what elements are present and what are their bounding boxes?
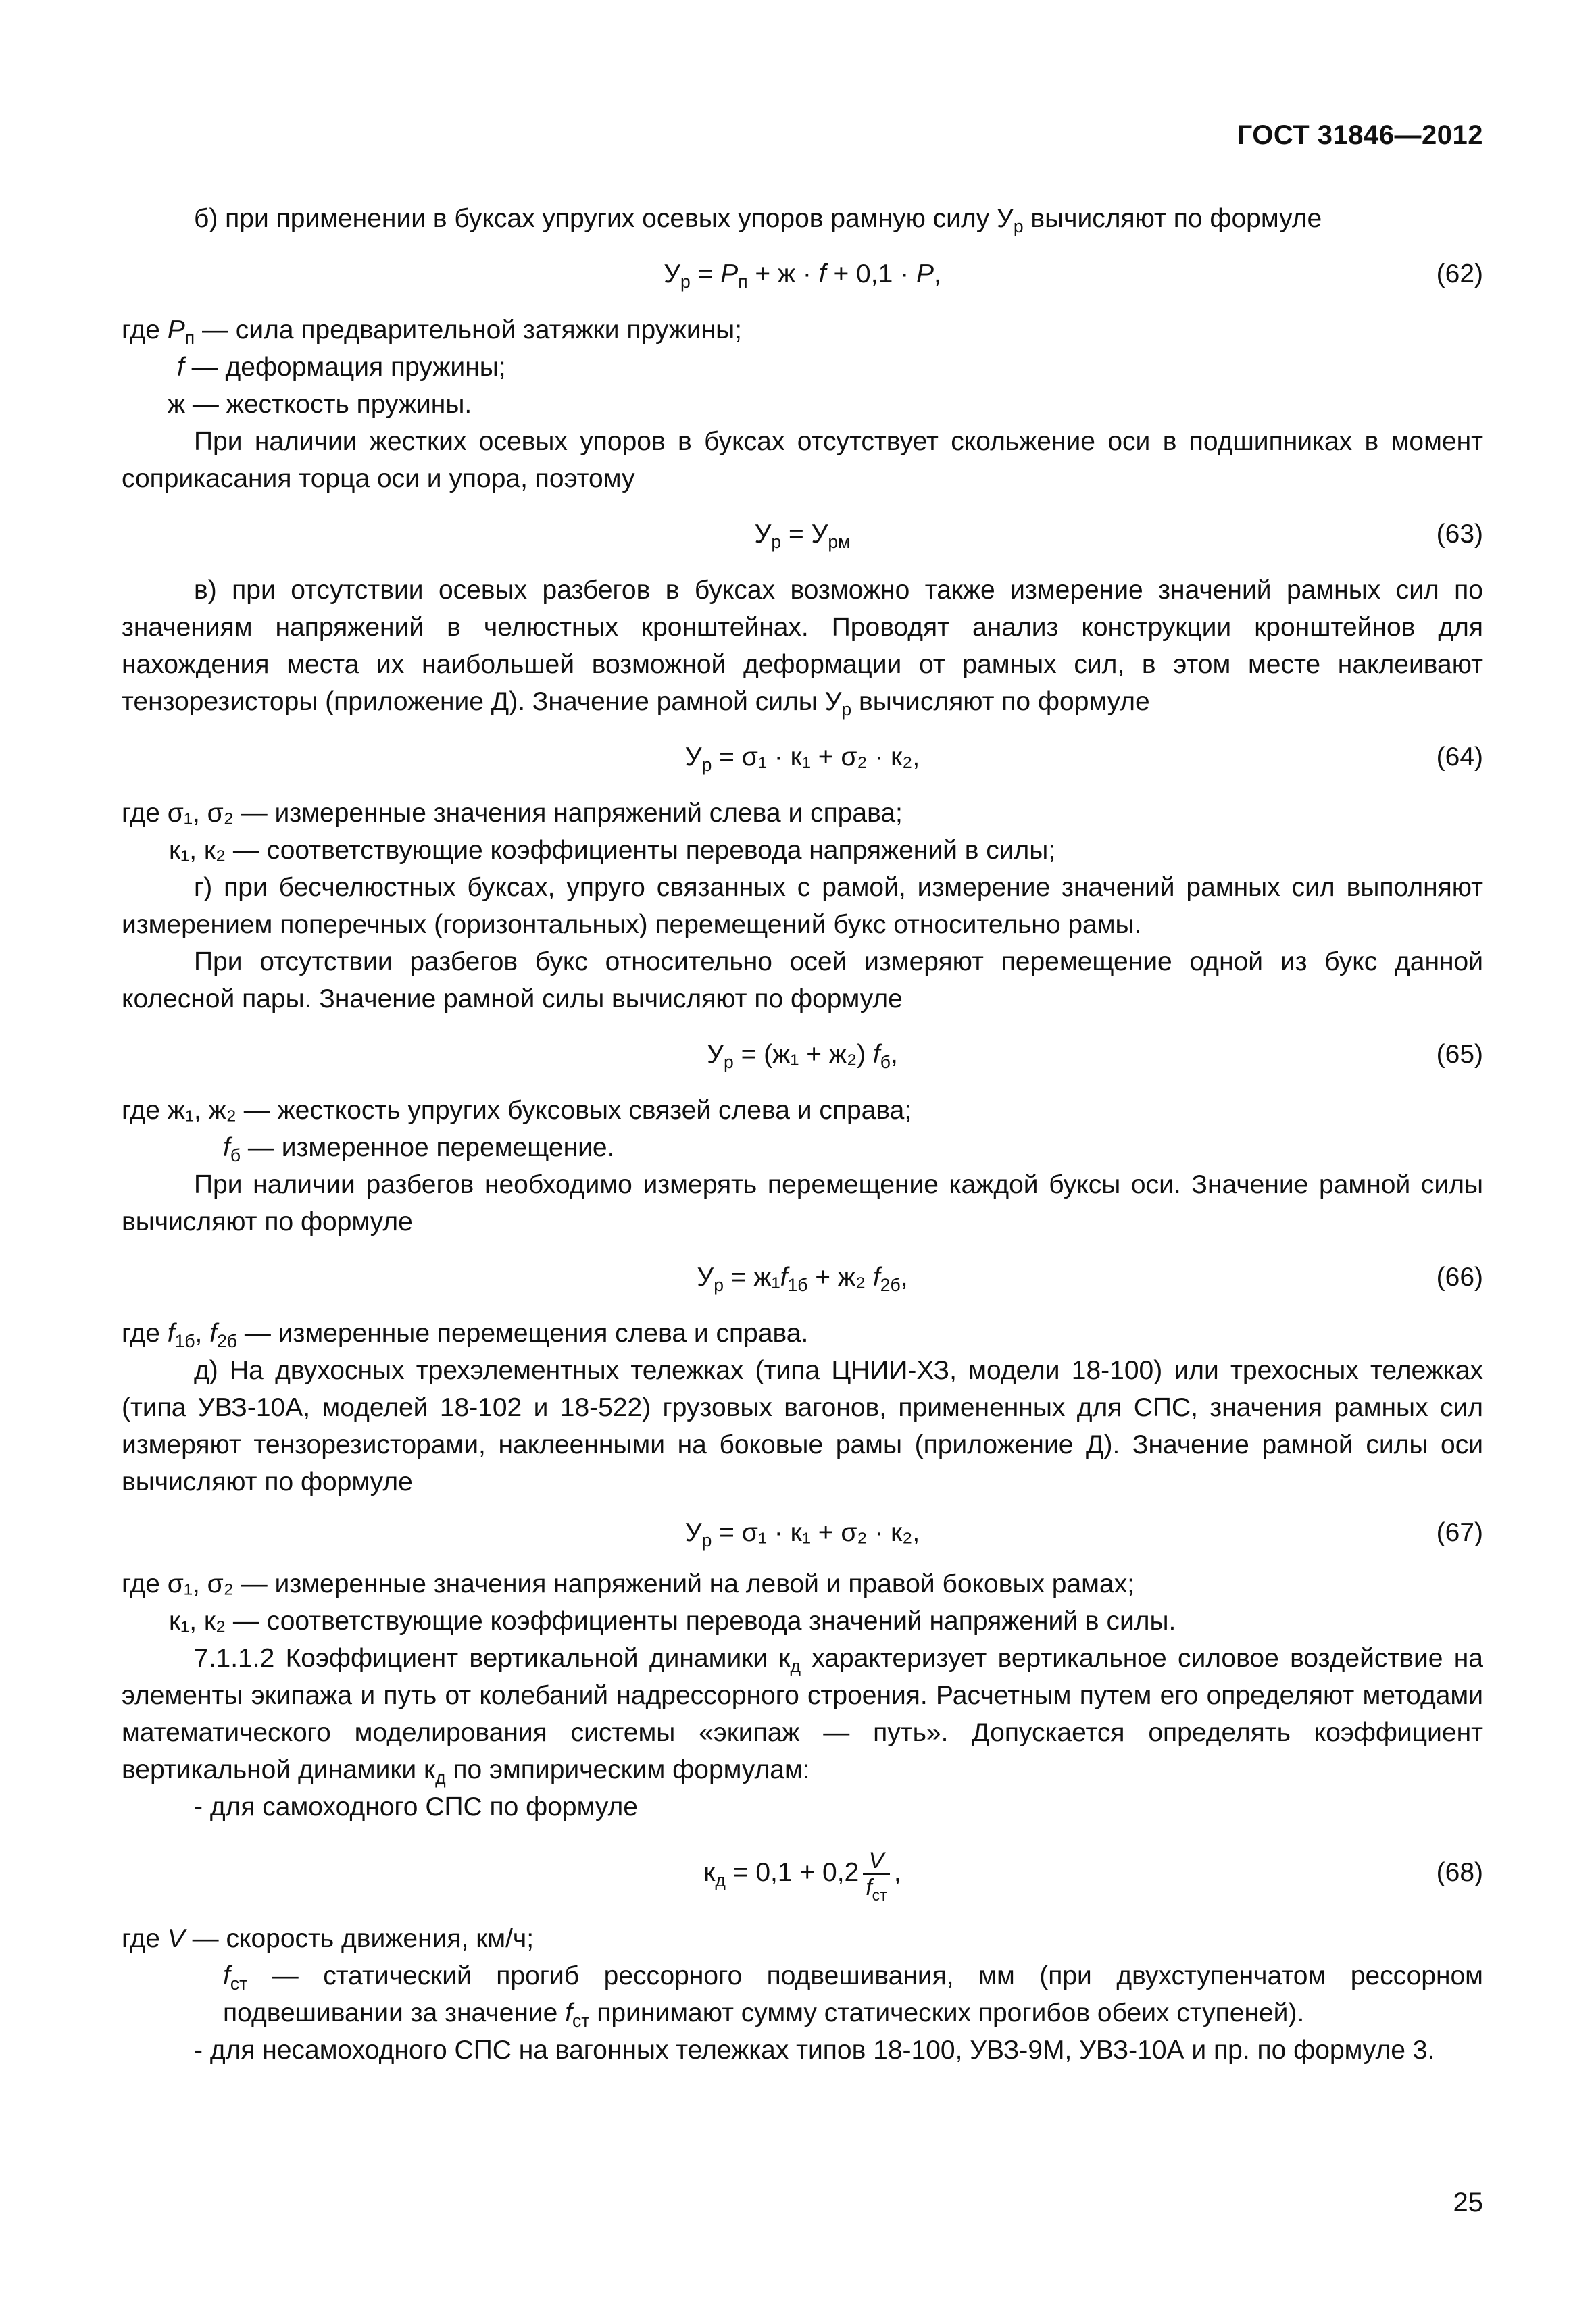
formula-number: (67)	[1436, 1518, 1483, 1547]
paragraph-7-1-1-2: 7.1.1.2 Коэффициент вертикальной динамики $к_д$ характеризует вертикальное силовое воздействие на элементы экипажа и путь от колебаний надрессорного строения. Расчетным путем его определяют методами математического моделирования системы «экипаж — путь». Допускается определять коэффициент вертикальной динамики $к_д$ по эмпирическим формулам:	[122, 1644, 1484, 1788]
formula-number: (63)	[1436, 520, 1483, 549]
paragraph-rigid-stops: При наличии жестких осевых упоров в буксах отсутствует скольжение оси в подшипниках в момент соприкасания торца оси и упора, поэтому	[122, 427, 1483, 493]
definition-line: где ж₁, ж₂ — жесткость упругих буксовых связей слева и справа;	[122, 1096, 912, 1125]
definition-line: где $P_п$ — сила предварительной затяжки пружины;	[122, 316, 743, 348]
definition-line: где V — скорость движения, км/ч;	[122, 1924, 534, 1953]
paragraph-self-propelled: - для самоходного СПС по формуле	[194, 1792, 638, 1821]
definition-line: где σ₁, σ₂ — измеренные значения напряжений на левой и правой боковых рамах;	[122, 1569, 1135, 1599]
page-content	[122, 200, 1483, 2069]
formula-number: (66)	[1436, 1263, 1483, 1292]
definition-line: к₁, к₂ — соответствующие коэффициенты перевода значений напряжений в силы.	[169, 1607, 1176, 1636]
definition-line: к₁, к₂ — соответствующие коэффициенты перевода напряжений в силы;	[169, 836, 1056, 865]
paragraph-d: д) На двухосных трехэлементных тележках (типа ЦНИИ-ХЗ, модели 18-100) или трехосных тележках (типа УВЗ-10А, моделей 18-102 и 18-522) грузовых вагонов, примененных для СПС, значения рамных сил измеряют тензорезисторами, наклеенными на боковые рамы (приложение Д). Значение рамной силы оси вычисляют по формуле	[122, 1356, 1483, 1496]
definition-line: где σ₁, σ₂ — измеренные значения напряжений слева и справа;	[122, 799, 903, 828]
formula-63: $У_р = У_{рм}$ (63)	[122, 497, 1483, 572]
definition-line: где $f_{1б}$, $f_{2б}$ — измеренные перемещения слева и справа.	[122, 1319, 809, 1351]
paragraph-b: б) при применении в буксах упругих осевых упоров рамную силу $У_р$ вычисляют по формуле	[194, 204, 1322, 236]
formula-64: $У_р = \sigma_1 \cdot к_1 + \sigma_2 \cdot к_2$, (64)	[122, 720, 1483, 795]
formula-66: $У_р = ж_1f_{1б} + ж_2$ $f_{2б}$, (66)	[122, 1240, 1483, 1315]
formula-62: $У_р = P_п + ж \cdot f + 0,1 \cdot P$, (62)	[122, 237, 1483, 311]
paragraph-razbeg: При наличии разбегов необходимо измерять перемещение каждой буксы оси. Значение рамной силы вычисляют по формуле	[122, 1170, 1483, 1236]
definition-line: $f_б$ — измеренное перемещение.	[223, 1133, 615, 1165]
definition-line: ж — жесткость пружины.	[168, 390, 472, 419]
fraction: $\frac{V}{f_{ст}}$	[863, 1848, 890, 1901]
document-header: ГОСТ 31846—2012	[1237, 120, 1483, 150]
paragraph-v: в) при отсутствии осевых разбегов в буксах возможно также измерение значений рамных сил по значениям напряжений в челюстных кронштейнах. Проводят анализ конструкции кронштейнов для нахождения места их наибольшей возможной деформации от рамных сил, в этом месте наклеивают тензорезисторы (приложение Д). Значение рамной силы $У_р$ вычисляют по формуле	[122, 576, 1483, 720]
formula-68: $к_д = 0,1 + 0,2$ $\frac{V}{f_{ст}}$ , (68)	[122, 1826, 1483, 1920]
definition-line: f — деформация пружины;	[177, 353, 506, 382]
formula-number: (68)	[1436, 1858, 1483, 1887]
paragraph-non-self-propelled: - для несамоходного СПС на вагонных тележках типов 18-100, УВЗ-9М, УВЗ-10А и пр. по формуле 3.	[194, 2036, 1435, 2065]
paragraph-g2: При отсутствии разбегов букс относительно осей измеряют перемещение одной из букс данной колесной пары. Значение рамной силы вычисляют по формуле	[122, 947, 1483, 1013]
paragraph-g: г) при бесчелюстных буксах, упруго связанных с рамой, измерение значений рамных сил выполняют измерением поперечных (горизонтальных) перемещений букс относительно рамы.	[122, 873, 1483, 939]
formula-number: (64)	[1436, 743, 1483, 772]
formula-65: $У_р = (ж_1 + ж_2)$ $f_б$, (65)	[122, 1017, 1483, 1092]
page-number: 25	[1453, 2188, 1483, 2217]
formula-number: (65)	[1436, 1040, 1483, 1069]
formula-number: (62)	[1436, 259, 1483, 288]
definition-line: $f_{ст}$ — статический прогиб рессорного подвешивания, мм (при двухступенчатом рессорном подвешивании за значение $f_{ст}$ принимают сумму статических прогибов обеих ступеней).	[223, 1961, 1483, 2031]
formula-67: $У_р = \sigma_1 \cdot к_1 + \sigma_2 \cdot к_2$, (67)	[122, 1501, 1483, 1565]
